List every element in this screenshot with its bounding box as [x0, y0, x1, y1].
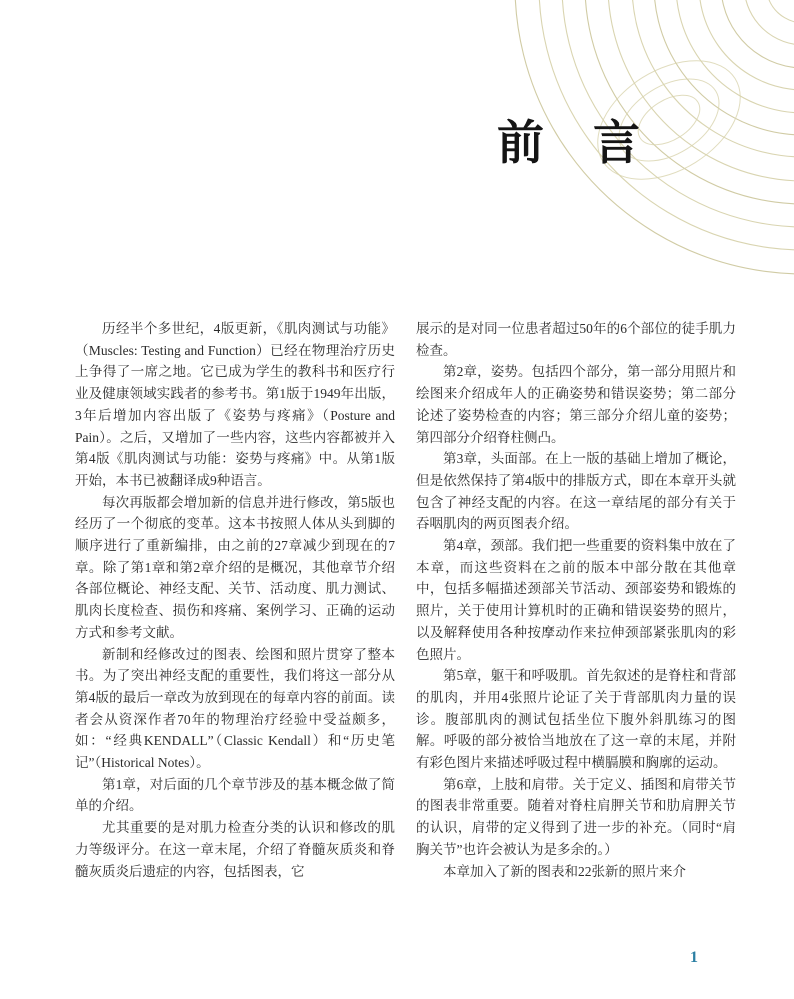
paragraph: 每次再版都会增加新的信息并进行修改，第5版也经历了一个彻底的变革。这本书按照人体从头到脚的顺序进行了重新编排，由之前的27章减少到现在的7章。除了第1章和第2章介绍的是概况，其他章节介绍各部位概论、神经支配、关节、活动度、肌力测试、肌肉长度检查、损伤和疼痛、案例学习、正确的运动方式和参考文献。 — [75, 494, 395, 640]
paragraph: 历经半个多世纪，4版更新，《肌肉测试与功能》（Muscles: Testing and Function）已经在物理治疗历史上争得了一席之地。它已成为学生的教科书和医疗行业及健康领域实践者的参考书。第1版于1949年出版，3年后增加内容出版了《姿势与疼痛》（Posture and Pain）。之后，又增加了一些内容，这些内容都被并入第4版《肌肉测试与功能：姿势与疼痛》中。从第1版开始，本书已被翻译成9种语言。 — [75, 321, 395, 488]
paragraph: 尤其重要的是对肌力检查分类的认识和修改的肌力等级评分。在这一章末尾，介绍了脊髓灰质炎和脊髓灰质炎后遗症的内容，包括图表，它 — [75, 820, 395, 879]
preface-content — [75, 318, 736, 882]
left-column — [75, 318, 395, 882]
paragraph: 新制和经修改过的图表、绘图和照片贯穿了整本书。为了突出神经支配的重要性，我们将这一部分从第4版的最后一章改为放到现在的每章内容的前面。读者会从资深作者70年的物理治疗经验中受益颇多，如：“经典KENDALL”（Classic Kendall）和“历史笔记”（Historical Notes）。 — [75, 646, 395, 771]
paragraph: 第2章，姿势。包括四个部分，第一部分用照片和绘图来介绍成年人的正确姿势和错误姿势；第二部分论述了姿势检查的内容；第三部分介绍儿童的姿势；第四部分介绍脊柱侧凸。 — [416, 364, 736, 445]
paragraph: 第3章，头面部。在上一版的基础上增加了概论，但是依然保持了第4版中的排版方式，即在本章开头就包含了神经支配的内容。在这一章结尾的部分有关于吞咽肌肉的两页图表介绍。 — [416, 451, 736, 532]
paragraph: 本章加入了新的图表和22张新的照片来介 — [443, 863, 686, 879]
paragraph: 第6章，上肢和肩带。关于定义、插图和肩带关节的图表非常重要。随着对脊柱肩胛关节和肋肩胛关节的认识，肩带的定义得到了进一步的补充。（同时“肩胸关节”也许会被认为是多余的。） — [416, 776, 736, 857]
paragraph: 第1章，对后面的几个章节涉及的基本概念做了简单的介绍。 — [75, 776, 395, 814]
paragraph: 展示的是对同一位患者超过50年的6个部位的徒手肌力检查。 — [416, 321, 736, 358]
paragraph: 第5章，躯干和呼吸肌。首先叙述的是脊柱和背部的肌肉，并用4张照片论证了关于背部肌肉力量的误诊。腹部肌肉的测试包括坐位下腹外斜肌练习的图解。呼吸的部分被恰当地放在了这一章的末尾，并附有彩色图片来描述呼吸过程中横膈膜和胸廓的运动。 — [416, 668, 736, 771]
page-title: 前 言 — [497, 118, 641, 170]
right-column — [416, 318, 736, 882]
page-number: 1 — [690, 949, 698, 966]
paragraph: 第4章，颈部。我们把一些重要的资料集中放在了本章，而这些资料在之前的版本中部分散在其他章中，包括多幅描述颈部关节活动、颈部姿势和锻炼的照片，关于使用计算机时的正确和错误姿势的照片，以及解释使用各种按摩动作来拉伸颈部紧张肌肉的彩色照片。 — [416, 538, 736, 662]
